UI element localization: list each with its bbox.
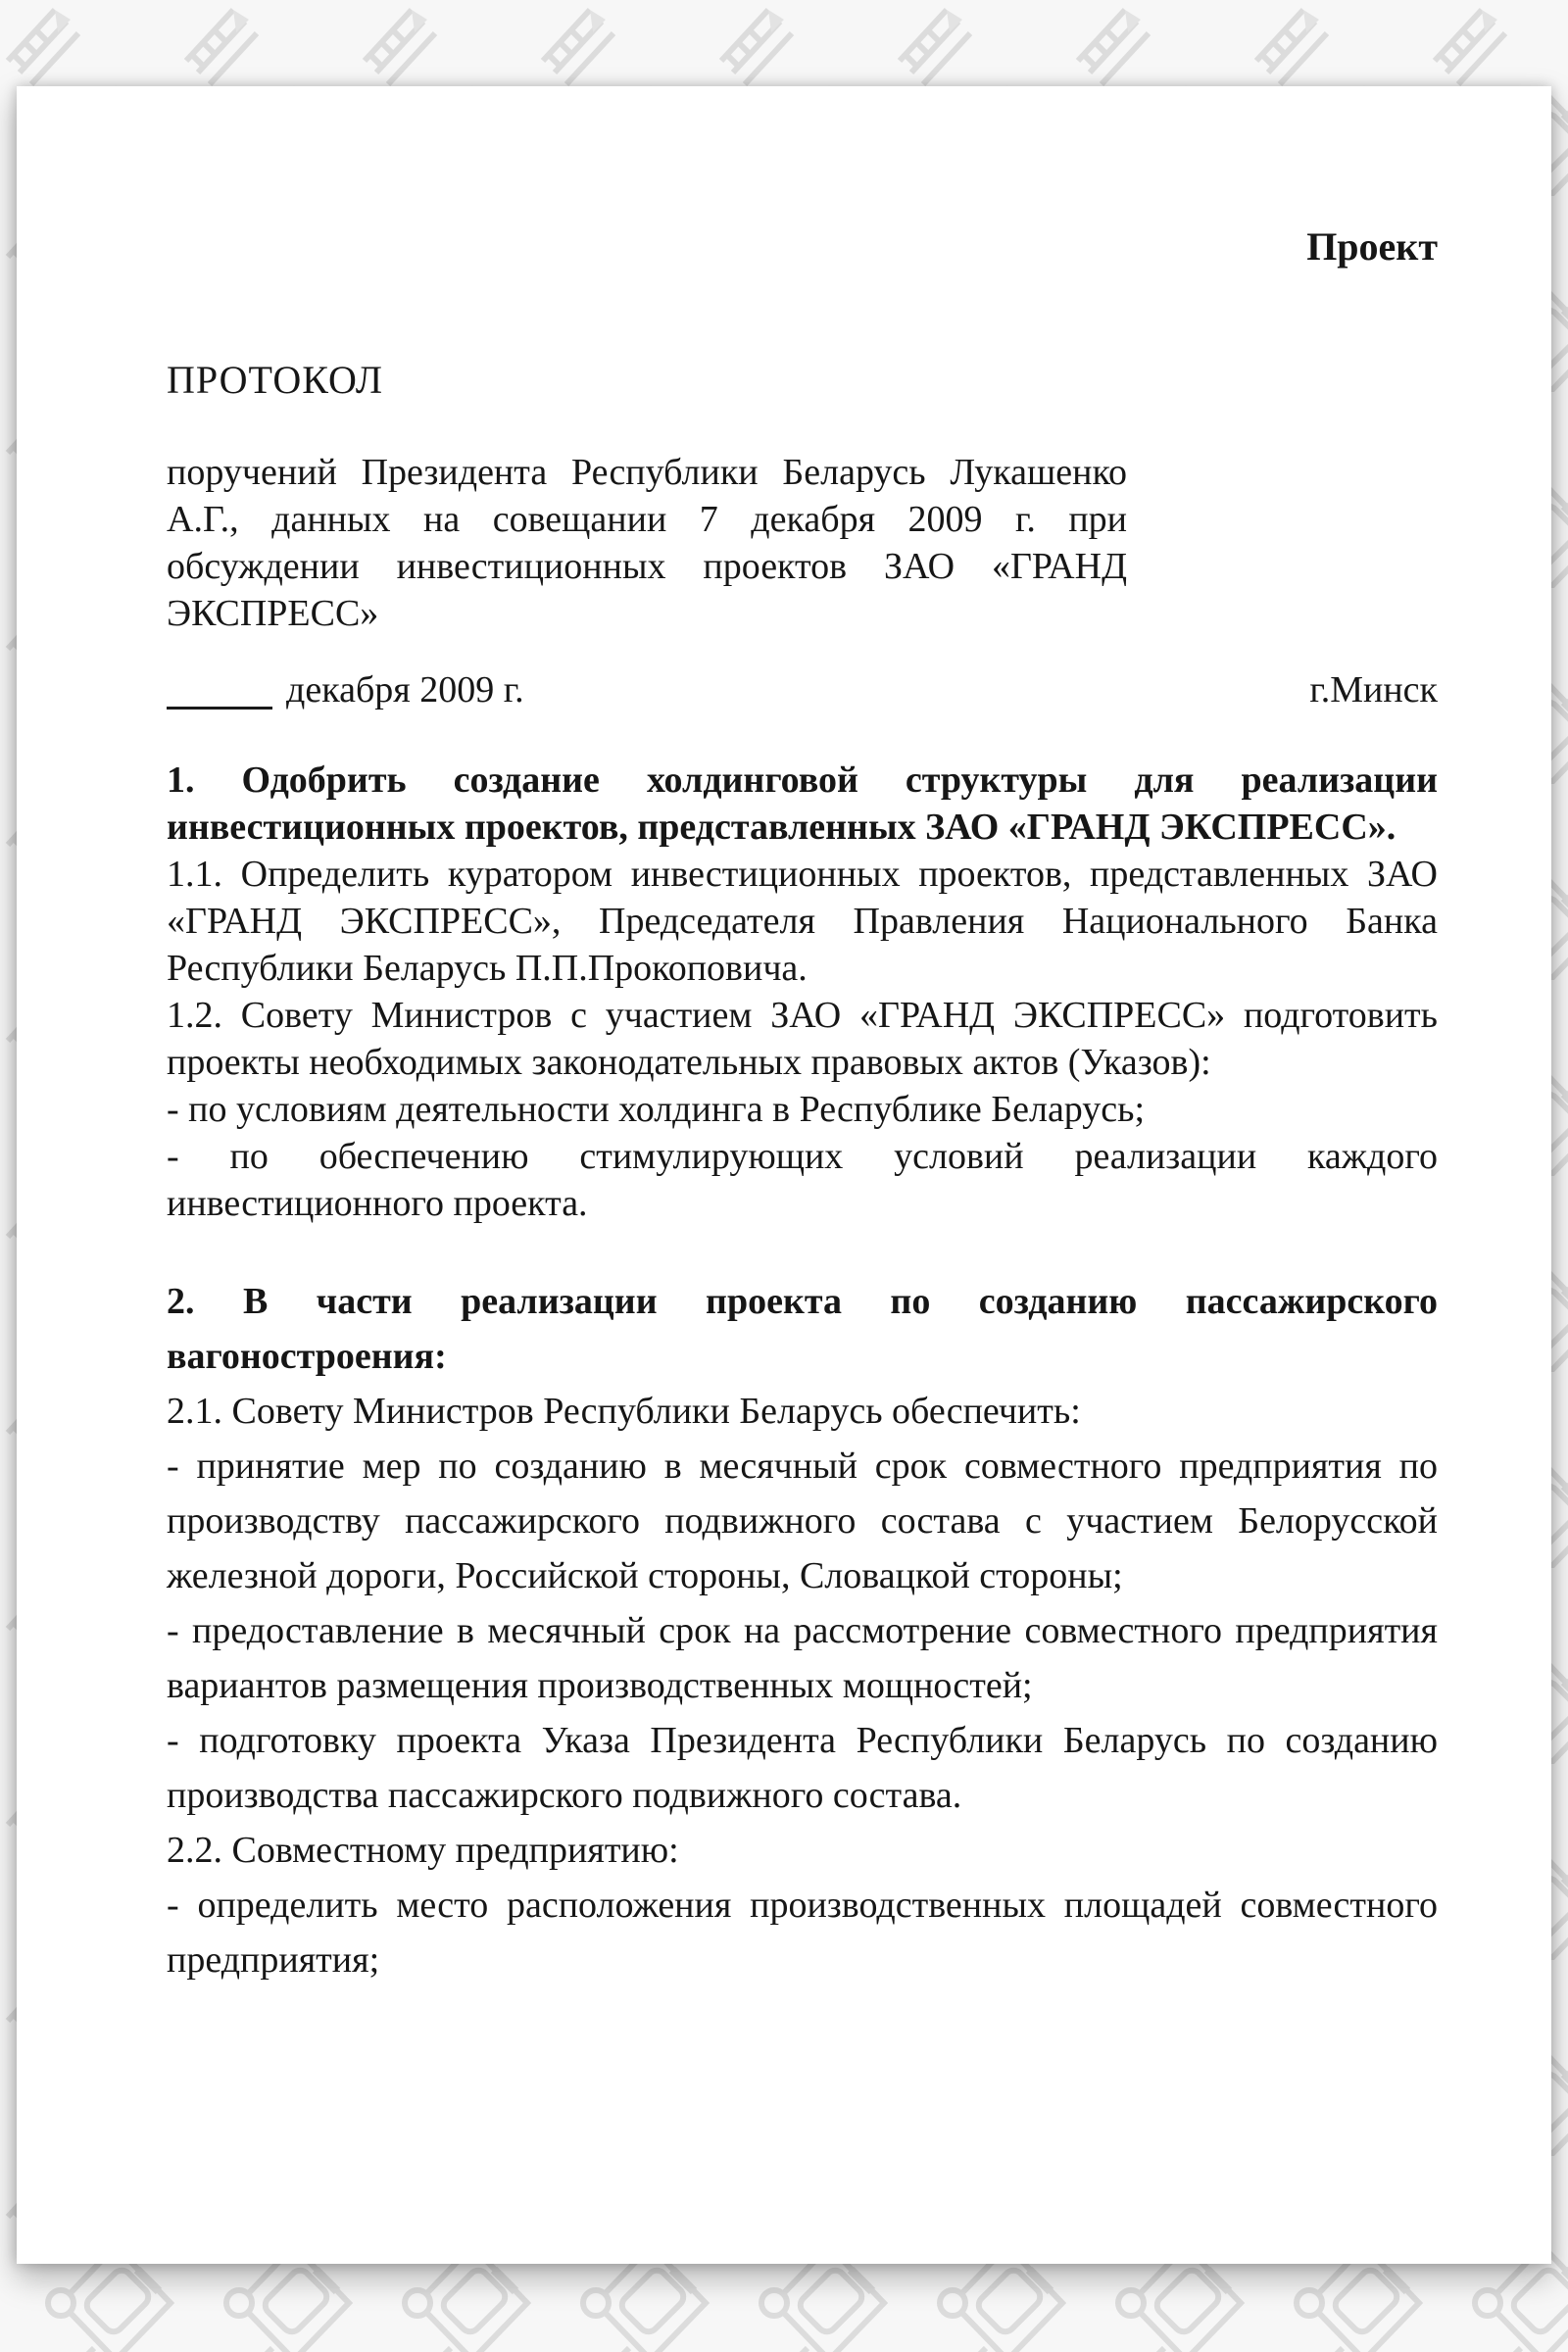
bullet-decree-draft: - подготовку проекта Указа Президента Республики Беларусь по созданию производства пассажирского подвижного состава.: [167, 1720, 1438, 1816]
bullet-capacity-placement: - предоставление в месячный срок на рассмотрение совместного предприятия вариантов размещения производственных мощностей;: [167, 1610, 1438, 1706]
paragraph-1-2: 1.2. Совету Министров с участием ЗАО «ГРАНД ЭКСПРЕСС» подготовить проекты необходимых законодательных правовых актов (Указов):: [167, 995, 1438, 1083]
document-page: [17, 86, 1551, 2264]
dateline: [167, 666, 1438, 713]
section2: [167, 1274, 1438, 1987]
document-title: ПРОТОКОЛ: [167, 358, 384, 402]
paragraph-1-1: 1.1. Определить куратором инвестиционных проектов, представленных ЗАО «ГРАНД ЭКСПРЕСС», Председателя Правления Национального Банка Республики Беларусь П.П.Прокоповича.: [167, 854, 1438, 989]
date-text: декабря 2009 г.: [286, 669, 524, 710]
paragraph-2-2: 2.2. Совместному предприятию:: [167, 1830, 679, 1871]
section1-heading: 1. Одобрить создание холдинговой структуры для реализации инвестиционных проектов, представленных ЗАО «ГРАНД ЭКСПРЕСС».: [167, 760, 1438, 848]
paragraph-2-1: 2.1. Совету Министров Республики Беларусь обеспечить:: [167, 1391, 1081, 1432]
bullet-joint-venture-creation: - принятие мер по созданию в месячный срок совместного предприятия по производству пассажирского подвижного состава с участием Белорусской железной дороги, Российской стороны, Словацкой стороны;: [167, 1446, 1438, 1596]
bullet-stimulating-conditions: - по обеспечению стимулирующих условий реализации каждого инвестиционного проекта.: [167, 1136, 1438, 1224]
classification-label: Проект: [1306, 224, 1438, 269]
bullet-holding-conditions: - по условиям деятельности холдинга в Республике Беларусь;: [167, 1089, 1146, 1130]
bullet-location-determination: - определить место расположения производственных площадей совместного предприятия;: [167, 1885, 1438, 1981]
date-blank-line: [167, 707, 272, 710]
intro-paragraph: поручений Президента Республики Беларусь Лукашенко А.Г., данных на совещании 7 декабря 2009 г. при обсуждении инвестиционных проектов ЗАО «ГРАНД ЭКСПРЕСС»: [167, 452, 1127, 634]
place-text: г.Минск: [1309, 669, 1438, 710]
section2-heading: 2. В части реализации проекта по созданию пассажирского вагоностроения:: [167, 1281, 1438, 1377]
